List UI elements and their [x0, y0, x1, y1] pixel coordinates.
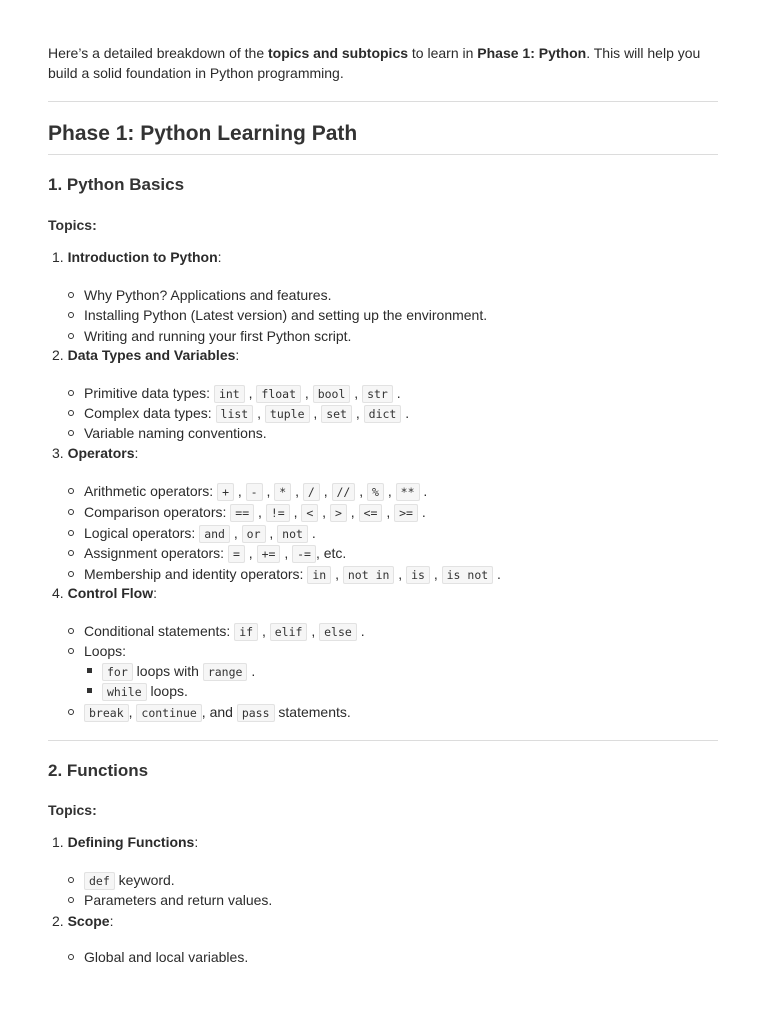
code-bool: bool — [313, 385, 351, 403]
item-text: Logical operators: — [84, 525, 200, 541]
list-item: Global and local variables. — [84, 949, 249, 965]
bullet-icon — [68, 390, 74, 396]
code-minus-assign: -= — [292, 545, 316, 563]
code-equal: == — [230, 504, 254, 522]
code-not-in: not in — [343, 566, 395, 584]
item-title: Scope — [67, 913, 110, 929]
code-less: < — [301, 504, 318, 522]
code-power: ** — [396, 483, 420, 501]
code-pass: pass — [237, 704, 275, 722]
code-dict: dict — [364, 405, 402, 423]
list-item-operators — [52, 444, 138, 462]
bullet-icon — [68, 488, 74, 494]
item-title: Operators — [67, 445, 135, 461]
code-is: is — [406, 566, 430, 584]
bullet-icon — [68, 571, 74, 577]
code-less-equal: <= — [359, 504, 383, 522]
item-number: 1. — [52, 249, 64, 265]
item-number: 4. — [52, 585, 64, 601]
item-text: keyword. — [114, 872, 175, 888]
list-item-scope — [52, 912, 113, 930]
page-title: Phase 1: Python Learning Path — [48, 122, 358, 145]
code-multiply: * — [274, 483, 291, 501]
list-item: Primitive data types: int , float , bool , str . — [84, 385, 401, 401]
section-heading-python-basics: 1. Python Basics — [48, 175, 185, 194]
list-item: Parameters and return values. — [84, 892, 273, 908]
item-colon: : — [109, 913, 114, 929]
list-item-control-flow — [52, 584, 157, 602]
bullet-icon — [68, 410, 74, 416]
code-while: while — [102, 683, 147, 701]
square-bullet-icon — [87, 688, 92, 693]
item-text: , — [128, 704, 137, 720]
code-list: list — [216, 405, 254, 423]
item-number: 2. — [52, 347, 64, 363]
code-floor-divide: // — [332, 483, 356, 501]
intro-bold-topics: topics and subtopics — [268, 45, 409, 61]
intro-bold-phase: Phase 1: Python — [477, 45, 587, 61]
code-plus-assign: += — [257, 545, 281, 563]
bullet-icon — [68, 550, 74, 556]
code-greater-equal: >= — [394, 504, 418, 522]
item-text: Complex data types: — [84, 405, 216, 421]
item-text: , and — [201, 704, 237, 720]
item-number: 1. — [52, 834, 64, 850]
item-colon: : — [217, 249, 222, 265]
intro-paragraph — [48, 43, 728, 83]
item-title: Defining Functions — [67, 834, 195, 850]
list-item: Loops: — [84, 643, 127, 659]
item-colon: : — [134, 445, 139, 461]
item-title: Control Flow — [67, 585, 154, 601]
code-else: else — [319, 623, 357, 641]
code-tuple: tuple — [265, 405, 310, 423]
topics-label: Topics: — [48, 802, 97, 818]
intro-text: to learn in — [408, 45, 478, 61]
list-item: Membership and identity operators: in , not in , is , is not . — [84, 566, 501, 582]
intro-text: . This will help you build a solid foundation in Python programming. — [48, 45, 701, 81]
code-and: and — [199, 525, 230, 543]
item-title: Data Types and Variables — [67, 347, 236, 363]
bullet-icon — [68, 312, 74, 318]
item-text: Conditional statements: — [84, 623, 235, 639]
list-item: for loops with range . — [102, 662, 255, 681]
item-text: , etc. — [315, 545, 347, 561]
code-def: def — [84, 872, 115, 890]
bullet-icon — [68, 530, 74, 536]
list-item-defining-functions — [52, 833, 198, 851]
bullet-icon — [68, 897, 74, 903]
code-break: break — [84, 704, 129, 722]
bullet-icon — [68, 628, 74, 634]
bullet-icon — [68, 709, 74, 715]
item-number: 2. — [52, 913, 64, 929]
code-is-not: is not — [442, 566, 494, 584]
code-assign: = — [228, 545, 245, 563]
list-item: Writing and running your first Python script. — [84, 328, 352, 344]
item-text: loops. — [146, 683, 188, 699]
list-item: Arithmetic operators: + , - , * , / , // , % , ** . — [84, 483, 428, 499]
code-elif: elif — [270, 623, 308, 641]
code-not-equal: != — [266, 504, 290, 522]
code-plus: + — [217, 483, 234, 501]
code-str: str — [362, 385, 393, 403]
divider — [48, 740, 718, 741]
list-item: Complex data types: list , tuple , set , dict . — [84, 405, 410, 421]
item-text: Assignment operators: — [84, 545, 228, 561]
item-text: loops with — [132, 663, 203, 679]
bullet-icon — [68, 954, 74, 960]
item-text: statements. — [274, 704, 351, 720]
code-modulo: % — [367, 483, 384, 501]
bullet-icon — [68, 648, 74, 654]
code-for: for — [102, 663, 133, 681]
list-item: Variable naming conventions. — [84, 425, 267, 441]
code-greater: > — [330, 504, 347, 522]
code-not: not — [277, 525, 308, 543]
bullet-icon — [68, 509, 74, 515]
list-item: Conditional statements: if , elif , else . — [84, 623, 365, 639]
code-or: or — [242, 525, 266, 543]
list-item — [84, 871, 175, 890]
divider — [48, 154, 718, 155]
item-text: Arithmetic operators: — [84, 483, 218, 499]
code-continue: continue — [136, 704, 201, 722]
item-text: Primitive data types: — [84, 385, 214, 401]
item-text: Membership and identity operators: — [84, 566, 308, 582]
list-item — [84, 703, 351, 722]
code-set: set — [321, 405, 352, 423]
item-title: Introduction to Python — [67, 249, 218, 265]
code-in: in — [307, 566, 331, 584]
section-heading-functions: 2. Functions — [48, 761, 149, 780]
square-bullet-icon — [87, 668, 92, 673]
list-item-data-types — [52, 346, 239, 364]
code-if: if — [234, 623, 258, 641]
item-colon: : — [194, 834, 199, 850]
bullet-icon — [68, 292, 74, 298]
intro-text: Here’s a detailed breakdown of the — [48, 45, 268, 61]
list-item: Why Python? Applications and features. — [84, 287, 332, 303]
code-divide: / — [303, 483, 320, 501]
item-colon: : — [235, 347, 240, 363]
code-float: float — [256, 385, 301, 403]
code-minus: - — [246, 483, 263, 501]
list-item: Comparison operators: == , != , < , > , <= , >= . — [84, 504, 426, 520]
bullet-icon — [68, 877, 74, 883]
item-colon: : — [153, 585, 158, 601]
item-text: Comparison operators: — [84, 504, 231, 520]
list-item — [102, 682, 188, 701]
item-number: 3. — [52, 445, 64, 461]
bullet-icon — [68, 430, 74, 436]
list-item: Logical operators: and , or , not . — [84, 525, 316, 541]
divider — [48, 101, 718, 102]
list-item: Assignment operators: = , += , -= , etc. — [84, 545, 347, 561]
list-item: Installing Python (Latest version) and setting up the environment. — [84, 307, 488, 323]
topics-label: Topics: — [48, 217, 97, 233]
code-int: int — [214, 385, 245, 403]
bullet-icon — [68, 333, 74, 339]
code-range: range — [203, 663, 248, 681]
list-item-introduction — [52, 248, 222, 266]
